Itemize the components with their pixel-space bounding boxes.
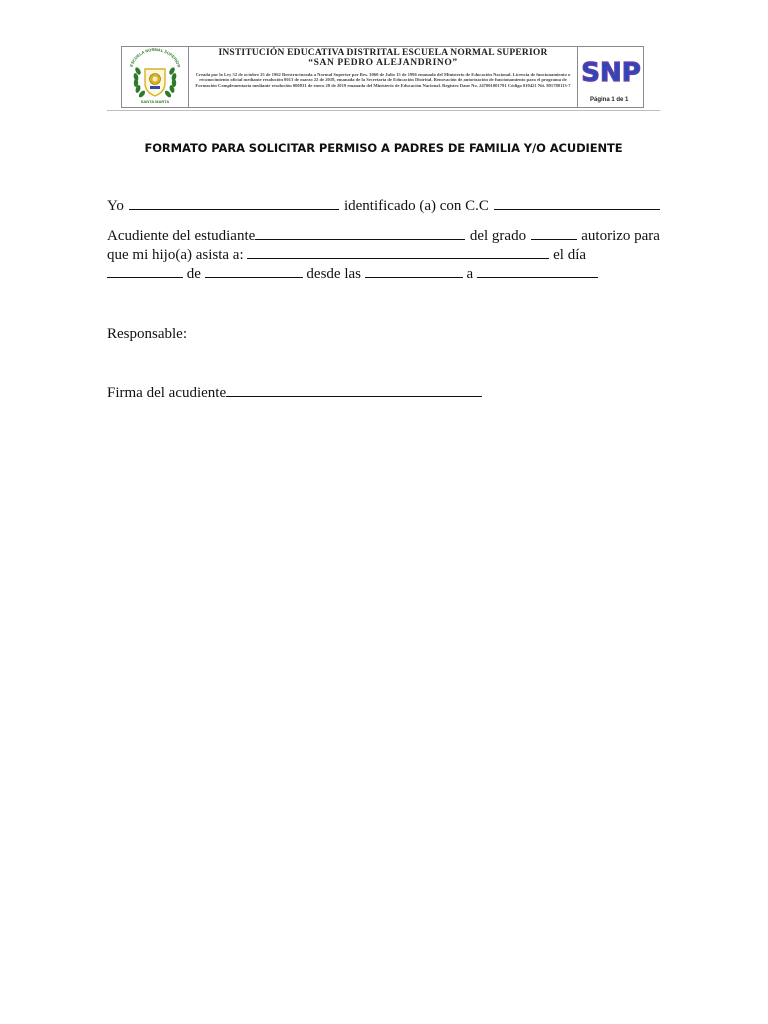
month-blank[interactable] bbox=[205, 265, 303, 278]
header-divider bbox=[107, 110, 660, 111]
firma-label: Firma del acudiente bbox=[107, 385, 227, 401]
start-time-blank[interactable] bbox=[365, 265, 463, 278]
end-time-blank[interactable] bbox=[477, 265, 598, 278]
institution-header bbox=[121, 46, 644, 108]
yo-label: Yo bbox=[107, 198, 124, 214]
destination-blank[interactable] bbox=[247, 246, 549, 259]
left-logo-cell bbox=[122, 47, 189, 107]
institution-subname: “SAN PEDRO ALEJANDRINO” bbox=[308, 58, 458, 68]
school-crest-logo bbox=[122, 47, 188, 107]
institution-legal-note: Creada por la Ley 52 de octubre 25 de 1962 Reestructurada a Normal Superior por Res. 3060 de Julio 15 de 1996 emanada del Ministerio de Educación Nacional. Licencia de funcionamiento o reconocimiento oficial mediante resolución 0013 de marzo 22 de 2018, emanada de la Secretaría de Educación Distrital. Renovación de autorización de funcionamiento para el programa de Formación Complementaria mediante resolución 000831 de enero 28 de 2019 emanada del Ministerio de Educación Nacional. Registro Dane No. 247001001791 Código 010421 Nit. 891780113-7 bbox=[195, 72, 571, 88]
a-label: a bbox=[466, 266, 474, 282]
right-logo-cell bbox=[578, 47, 643, 107]
snp-logo bbox=[578, 47, 643, 95]
signature-line bbox=[107, 384, 660, 403]
dia-label: el día bbox=[553, 247, 587, 263]
institution-info-cell bbox=[189, 47, 578, 107]
form-line-student bbox=[107, 227, 660, 246]
cc-blank[interactable] bbox=[494, 197, 660, 210]
desde-label: desde las bbox=[306, 266, 361, 282]
hijo-label: que mi hijo(a) asista a: bbox=[107, 247, 244, 263]
institution-name: INSTITUCIÓN EDUCATIVA DISTRITAL ESCUELA NORMAL SUPERIOR bbox=[218, 48, 548, 58]
form-line-destination bbox=[107, 246, 660, 265]
day-blank[interactable] bbox=[107, 265, 183, 278]
responsable-label: Responsable: bbox=[107, 326, 187, 342]
name-blank[interactable] bbox=[129, 197, 339, 210]
form-line-date-time bbox=[107, 265, 660, 284]
crest-bottom-text: SANTA MARTA bbox=[140, 99, 170, 104]
identificado-label: identificado (a) con C.C bbox=[343, 198, 489, 214]
autorizo-label: autorizo para bbox=[581, 228, 660, 244]
responsable-line bbox=[107, 325, 660, 344]
grado-label: del grado bbox=[469, 228, 527, 244]
page-number: Página 1 de 1 bbox=[590, 97, 629, 103]
acudiente-label: Acudiente del estudiante bbox=[107, 228, 256, 244]
student-name-blank[interactable] bbox=[255, 227, 465, 240]
de-label: de bbox=[186, 266, 201, 282]
crest-top-text: ESCUELA NORMAL SUPERIOR bbox=[128, 47, 182, 68]
grade-blank[interactable] bbox=[531, 227, 577, 240]
form-title: FORMATO PARA SOLICITAR PERMISO A PADRES DE FAMILIA Y/O ACUDIENTE bbox=[144, 141, 623, 155]
svg-text:ESCUELA NORMAL SUPERIOR bbox=[129, 47, 182, 68]
signature-blank[interactable] bbox=[226, 384, 482, 397]
snp-logo-letters: SNP bbox=[581, 58, 641, 88]
form-line-identification bbox=[107, 197, 660, 216]
